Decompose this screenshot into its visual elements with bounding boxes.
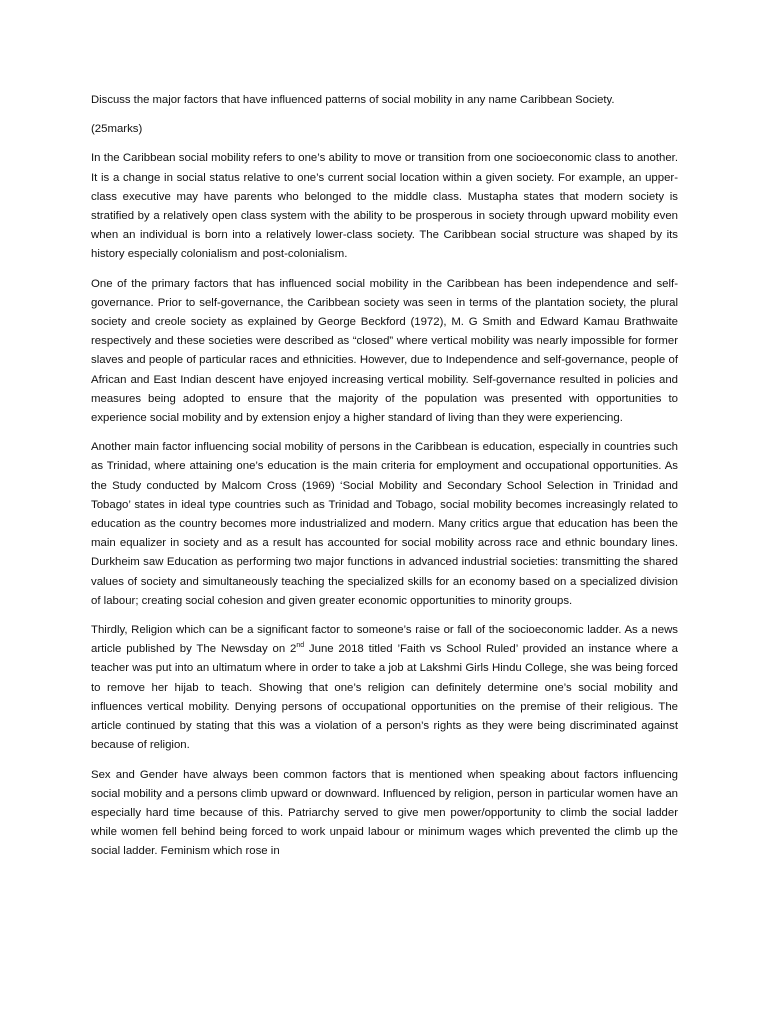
- religion-text-start: Thirdly, Religion which can be a significant factor to someone’s raise or fall of the socioeconomic ladder. As a news article published by The Newsday on 2: [91, 624, 678, 656]
- marks-label: (25marks): [91, 123, 143, 136]
- religion-text-end: June 2018 titled ’Faith vs School Ruled’ provided an instance where a teacher was put into an ultimatum where in order to take a job at Lakshmi Girls Hindu College, she was being forced to remove her hijab to teach. Showing that one’s religion can definitely determine one’s social mobility and influences vertical mobility. Denying persons of occupational opportunities on the premise of their religious. The article continued by stating that this was a violation of a person’s rights as they were being discriminated against because of religion.: [91, 643, 678, 752]
- paragraph-introduction: In the Caribbean social mobility refers to one’s ability to move or transition from one socioeconomic class to another. It is a change in social status relative to one’s current social location within a given society. For example, an upper-class executive may have parents who belonged to the middle class. Mustapha states that modern society is stratified by a relatively open class system with the ability to be prosperous in society through upward mobility even when an individual is born into a relatively lower-class society. The Caribbean social structure was shaped by its history especially colonialism and post-colonialism.: [91, 152, 678, 261]
- essay-question: Discuss the major factors that have influenced patterns of social mobility in any name Caribbean Society.: [91, 94, 615, 106]
- document-page: [91, 91, 678, 872]
- paragraph-religion: [91, 621, 678, 755]
- paragraph-gender: Sex and Gender have always been common factors that is mentioned when speaking about factors influencing social mobility and a persons climb upward or downward. Influenced by religion, person in particular women have an especially hard time because of this. Patriarchy served to give men power/opportunity to climb the social ladder while women fell behind being forced to work unpaid labour or minimum wages which prevented the climb up the social ladder. Feminism which rose in: [91, 768, 678, 858]
- date-ordinal-suffix: nd: [296, 642, 305, 650]
- paragraph-self-governance: One of the primary factors that has influenced social mobility in the Caribbean has been independence and self-governance. Prior to self-governance, the Caribbean society was seen in terms of the plantation society, the plural society and creole society as explained by George Beckford (1972), M. G Smith and Edward Kamau Brathwaite respectively and these societies were described as “closed” where vertical mobility was nearly impossible for former slaves and people of particular races and ethnicities. However, due to Independence and self-governance, people of African and East Indian descent have enjoyed increasing vertical mobility. Self-governance resulted in policies and measures being adopted to ensure that the majority of the population was presented with opportunities to experience social mobility and by extension enjoy a higher standard of living than they were experiencing.: [91, 277, 678, 425]
- paragraph-education: Another main factor influencing social mobility of persons in the Caribbean is education, especially in countries such as Trinidad, where attaining one’s education is the main criteria for employment and occupational opportunities. As the Study conducted by Malcom Cross (1969) ‘Social Mobility and Secondary School Selection in Trinidad and Tobago’ states in ideal type countries such as Trinidad and Tobago, social mobility becomes increasingly related to education as the country becomes more industrialized and modern. Many critics argue that education has been the main equalizer in society and as a result has accounted for social mobility across race and ethnic boundary lines. Durkheim saw Education as performing two major functions in advanced industrial societies: transmitting the shared values of society and simultaneously teaching the specialized skills for an economy based on a specialized division of labour; creating social cohesion and given greater economic opportunities to minority groups.: [91, 441, 678, 607]
